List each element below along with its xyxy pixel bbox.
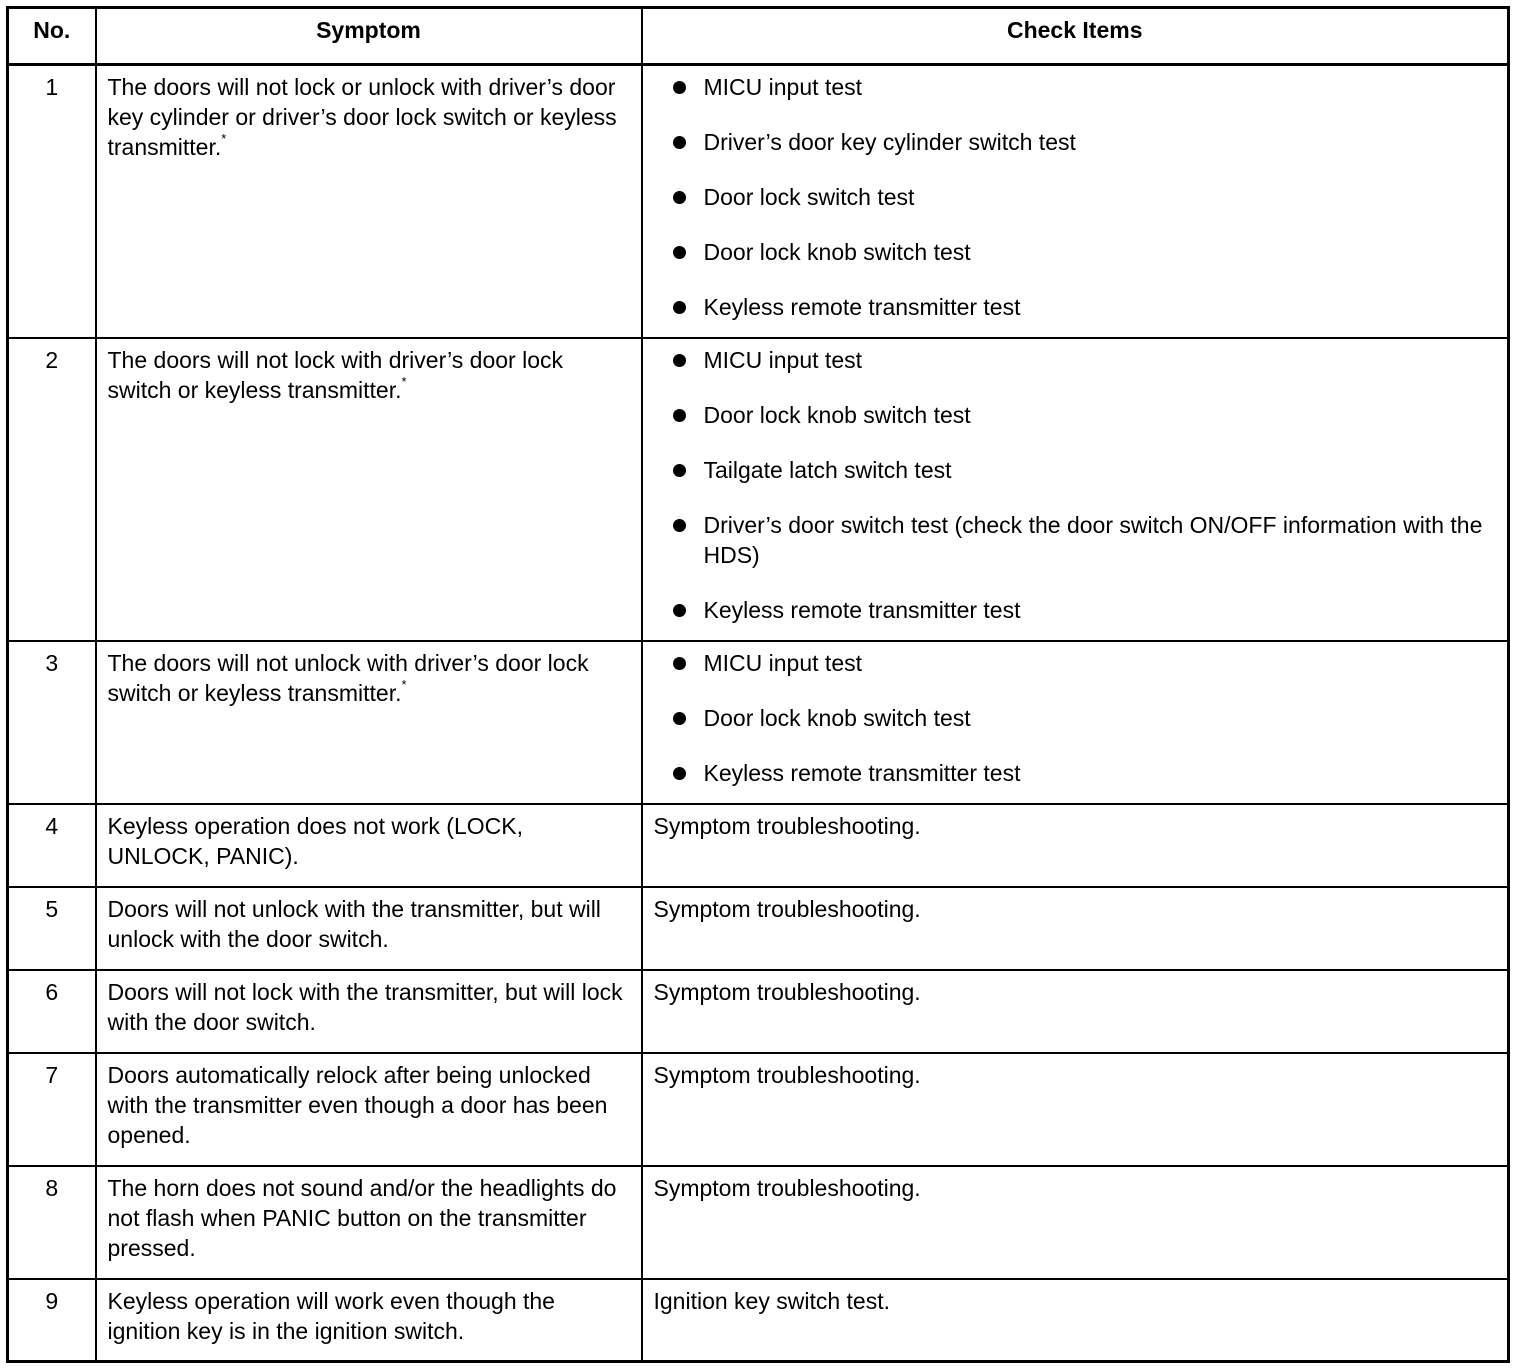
check-item: Door lock knob switch test — [654, 237, 1498, 267]
symptom-text: The doors will not lock or unlock with driver’s door key cylinder or driver’s door lock switch or keyless transmitter. — [107, 74, 617, 160]
footnote-mark: * — [401, 373, 407, 389]
check-text: Ignition key switch test. — [642, 1279, 1509, 1362]
check-item: Driver’s door switch test (check the door switch ON/OFF information with the HDS) — [654, 510, 1498, 570]
row-number: 4 — [8, 804, 96, 887]
table-row — [8, 1053, 1509, 1166]
symptom-text: The doors will not unlock with driver’s door lock switch or keyless transmitter. — [107, 649, 589, 706]
table-row — [8, 1279, 1509, 1362]
check-text: Symptom troubleshooting. — [642, 1166, 1509, 1279]
bullet-icon — [673, 604, 686, 617]
troubleshooting-table — [6, 6, 1510, 1363]
symptom-text: Keyless operation does not work (LOCK, UNLOCK, PANIC). — [96, 804, 642, 887]
check-item: Keyless remote transmitter test — [654, 292, 1498, 322]
table-row — [8, 887, 1509, 970]
check-item: MICU input test — [654, 345, 1498, 375]
bullet-icon — [673, 81, 686, 94]
symptom-text: Doors will not lock with the transmitter, but will lock with the door switch. — [96, 970, 642, 1053]
symptom-text: The horn does not sound and/or the headlights do not flash when PANIC button on the transmitter pressed. — [96, 1166, 642, 1279]
bullet-icon — [673, 246, 686, 259]
table-row — [8, 65, 1509, 338]
check-items-cell — [642, 641, 1509, 804]
bullet-icon — [673, 136, 686, 149]
check-text: Symptom troubleshooting. — [642, 887, 1509, 970]
footnote-mark: * — [401, 676, 407, 692]
check-items-cell — [642, 65, 1509, 338]
check-items-cell — [642, 338, 1509, 641]
table-row — [8, 338, 1509, 641]
check-item: Keyless remote transmitter test — [654, 758, 1498, 788]
table-row — [8, 641, 1509, 804]
check-text: Symptom troubleshooting. — [642, 1053, 1509, 1166]
table-row — [8, 1166, 1509, 1279]
header-no: No. — [8, 8, 96, 65]
check-item: MICU input test — [654, 72, 1498, 102]
symptom-text: Keyless operation will work even though the ignition key is in the ignition switch. — [96, 1279, 642, 1362]
symptom-text: The doors will not lock with driver’s door lock switch or keyless transmitter. — [107, 346, 563, 403]
symptom-text: Doors will not unlock with the transmitter, but will unlock with the door switch. — [96, 887, 642, 970]
row-number: 5 — [8, 887, 96, 970]
check-items-list — [654, 72, 1498, 322]
symptom-cell — [96, 641, 642, 804]
check-text: Symptom troubleshooting. — [642, 970, 1509, 1053]
row-number: 9 — [8, 1279, 96, 1362]
row-number: 6 — [8, 970, 96, 1053]
check-item: MICU input test — [654, 648, 1498, 678]
bullet-icon — [673, 712, 686, 725]
bullet-icon — [673, 519, 686, 532]
header-row — [8, 8, 1509, 65]
symptom-cell — [96, 338, 642, 641]
bullet-icon — [673, 767, 686, 780]
check-items-list — [654, 648, 1498, 788]
check-text: Symptom troubleshooting. — [642, 804, 1509, 887]
table-row — [8, 804, 1509, 887]
check-item: Driver’s door key cylinder switch test — [654, 127, 1498, 157]
check-item: Door lock knob switch test — [654, 703, 1498, 733]
symptom-cell — [96, 65, 642, 338]
bullet-icon — [673, 301, 686, 314]
check-item: Keyless remote transmitter test — [654, 595, 1498, 625]
bullet-icon — [673, 409, 686, 422]
bullet-icon — [673, 657, 686, 670]
bullet-icon — [673, 354, 686, 367]
check-items-list — [654, 345, 1498, 625]
row-number: 1 — [8, 65, 96, 338]
check-item: Door lock switch test — [654, 182, 1498, 212]
row-number: 7 — [8, 1053, 96, 1166]
header-check-items: Check Items — [642, 8, 1509, 65]
header-symptom: Symptom — [96, 8, 642, 65]
symptom-text: Doors automatically relock after being unlocked with the transmitter even though a door has been opened. — [96, 1053, 642, 1166]
table-row — [8, 970, 1509, 1053]
row-number: 8 — [8, 1166, 96, 1279]
bullet-icon — [673, 191, 686, 204]
check-item: Tailgate latch switch test — [654, 455, 1498, 485]
row-number: 2 — [8, 338, 96, 641]
footnote-mark: * — [221, 131, 227, 146]
row-number: 3 — [8, 641, 96, 804]
check-item: Door lock knob switch test — [654, 400, 1498, 430]
bullet-icon — [673, 464, 686, 477]
